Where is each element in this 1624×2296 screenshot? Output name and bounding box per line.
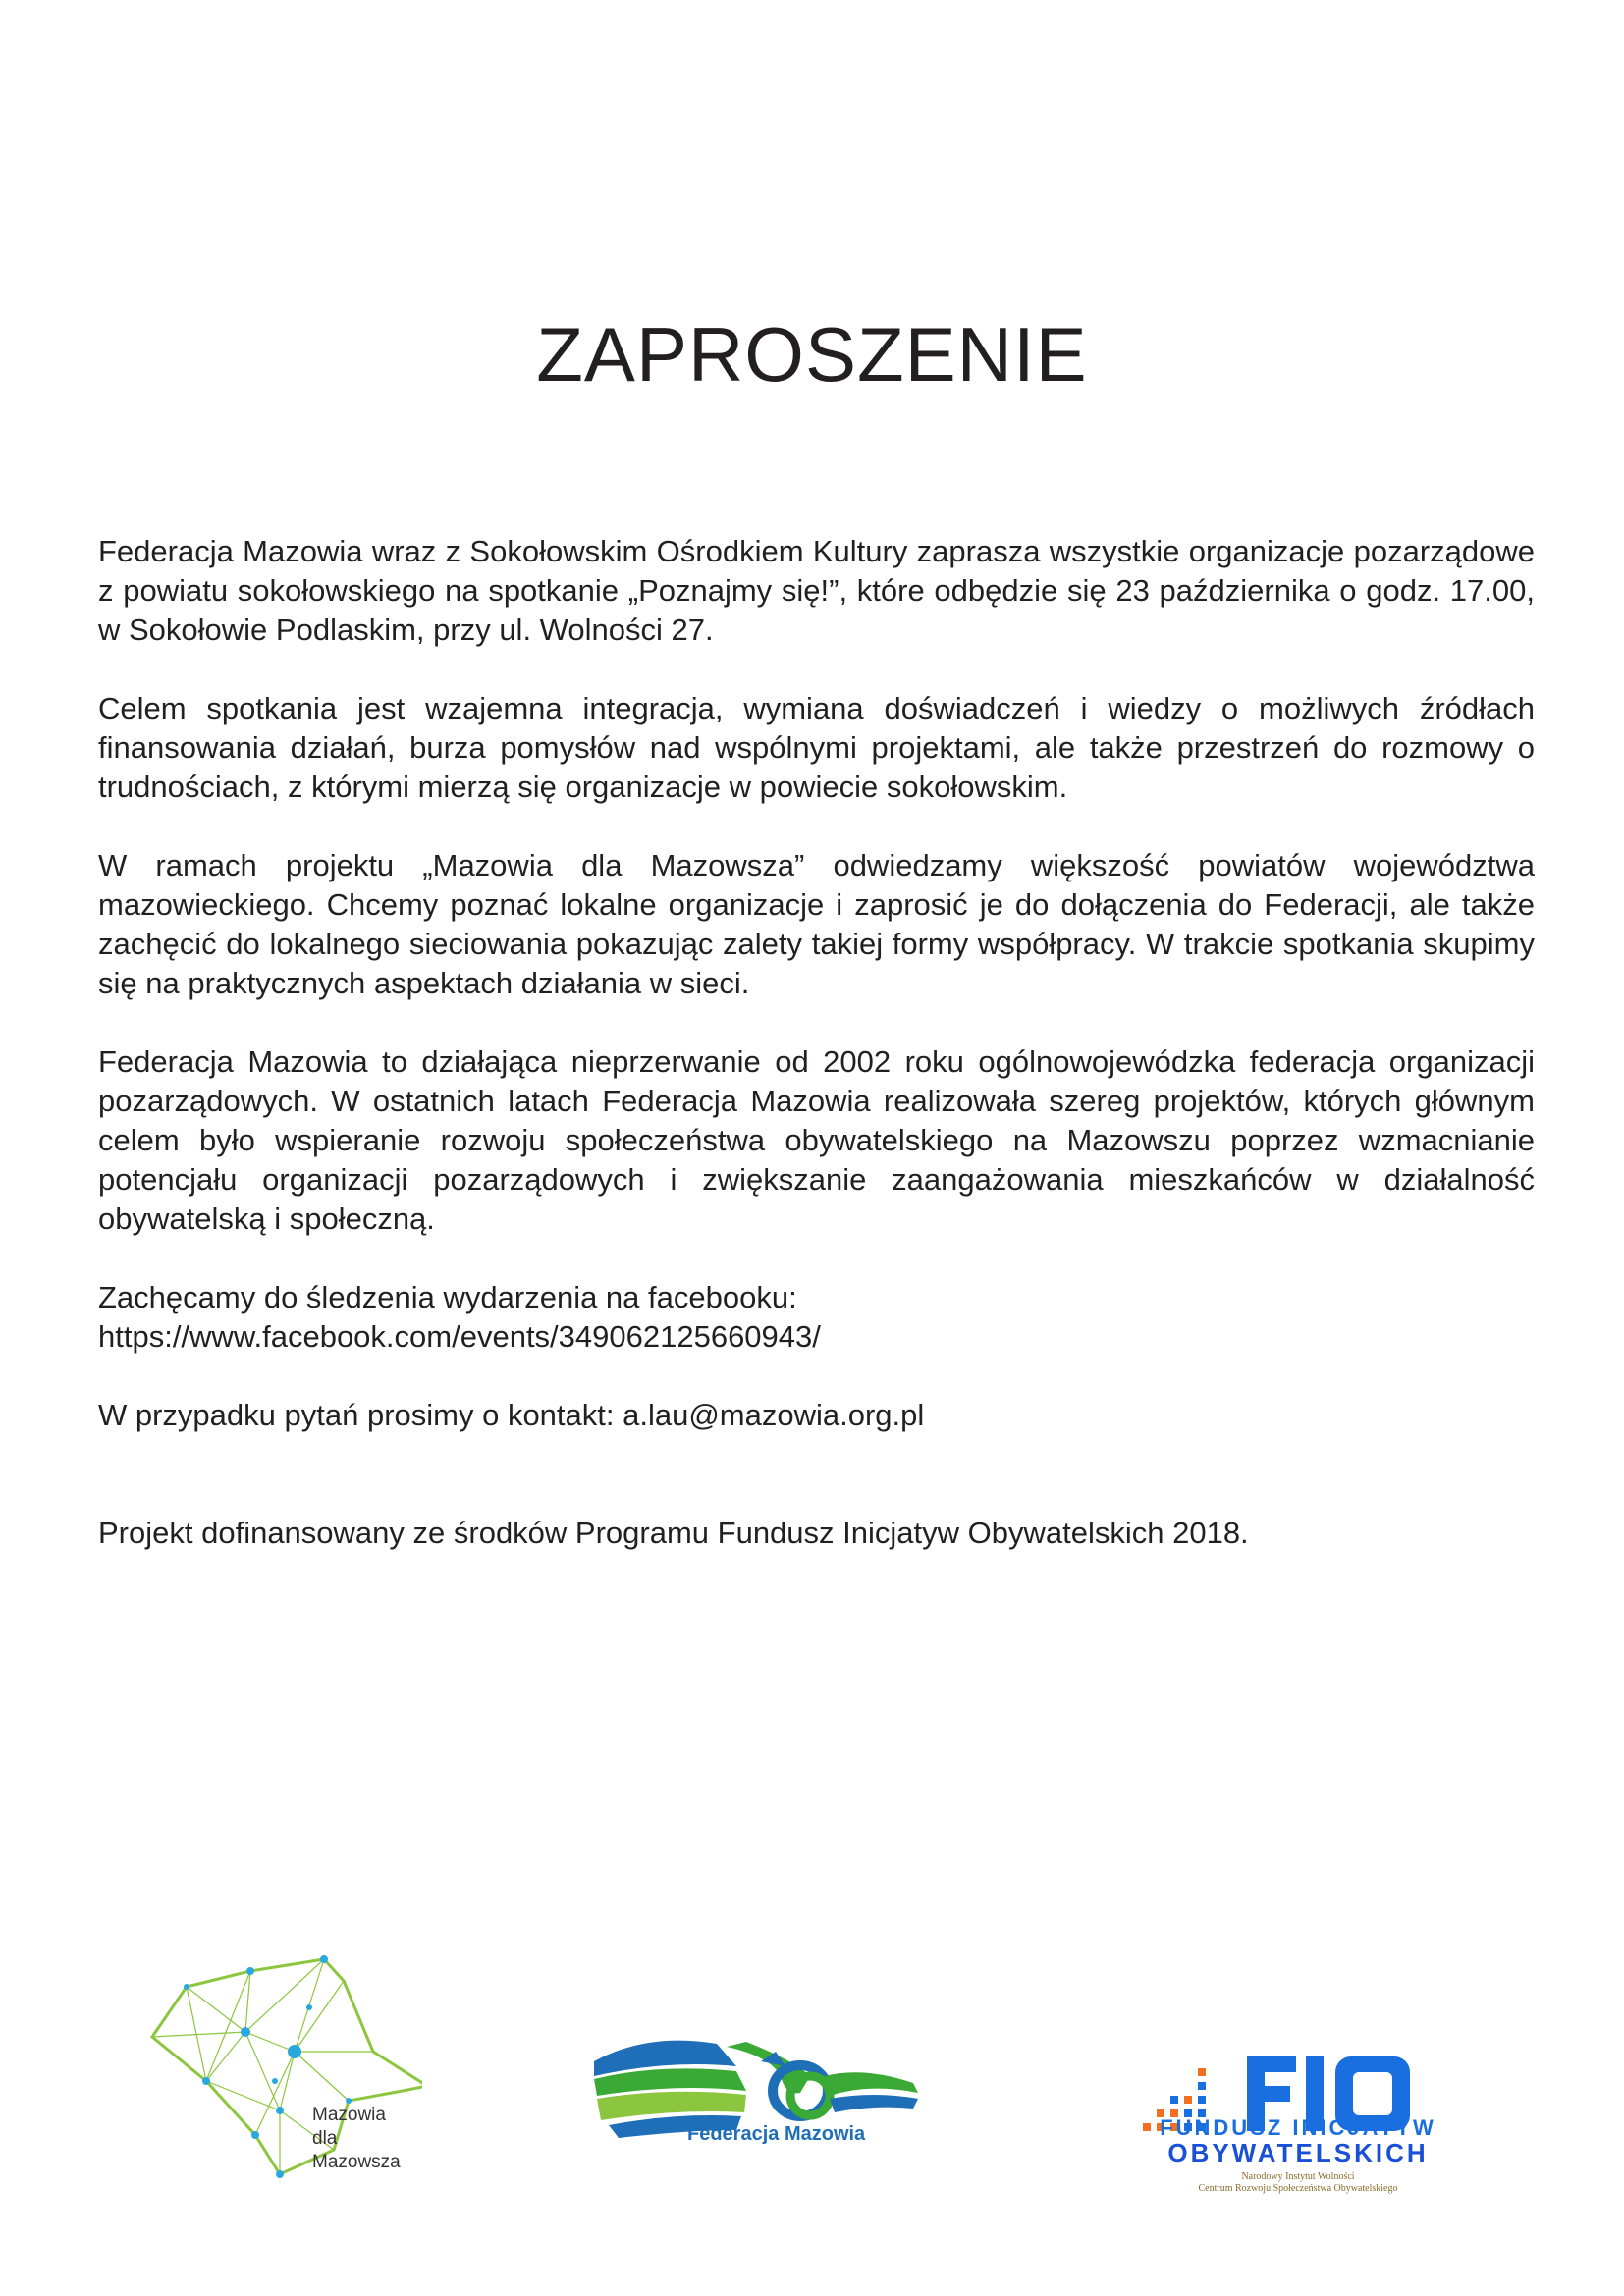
paragraph-invitation: Federacja Mazowia wraz z Sokołowskim Ośrodkiem Kultury zaprasza wszystkie organizacje pozarządowe z powiatu sokołowskiego na spotkanie „Poznajmy się!”, które odbędzie się 23 października o godz. 17.00, w Sokołowie Podlaskim, przy ul. Wolności 27. xyxy=(98,534,1535,647)
page-title: ZAPROSZENIE xyxy=(536,311,1088,398)
fio-subtitle-niw: Narodowy Instytut Wolności xyxy=(1241,2171,1355,2182)
fio-obywatelskich: OBYWATELSKICH xyxy=(1167,2138,1429,2167)
paragraph-about-federation: Federacja Mazowia to działająca nieprzerwanie od 2002 roku ogólnowojewódzka federacja organizacji pozarządowych. W ostatnich latach Federacja Mazowia realizowała szereg projektów, których głównym celem było wspieranie rozwoju społeczeństwa obywatelskiego na Mazowszu poprzez wzmacnianie potencjału organizacji pozarządowych i zwiększanie zaangażowania mieszkańców w działalność obywatelską i społeczną. xyxy=(98,1044,1535,1236)
federacja-mazowia-logo-text: Federacja Mazowia xyxy=(687,2123,866,2145)
facebook-event-link[interactable]: https://www.facebook.com/events/349062125660943/ xyxy=(98,1319,821,1354)
paragraph-funding: Projekt dofinansowany ze środków Programu Fundusz Inicjatyw Obywatelskich 2018. xyxy=(98,1516,1249,1550)
paragraph-contact: W przypadku pytań prosimy o kontakt: a.lau@mazowia.org.pl xyxy=(98,1398,925,1432)
invitation-body xyxy=(98,532,1535,1592)
mazowia-dla-mazowsza-logo-text: Mazowia dla Mazowsza xyxy=(312,2105,401,2172)
paragraph-purpose: Celem spotkania jest wzajemna integracja, wymiana doświadczeń i wiedzy o możliwych źródłach finansowania działań, burza pomysłów nad wspólnymi projektami, ale także przestrzeń do rozmowy o trudnościach, z którymi mierzą się organizacje w powiecie sokołowskim. xyxy=(98,691,1535,804)
paragraph-facebook xyxy=(98,1278,1535,1357)
fio-fundusz-inicjatyw: FUNDUSZ INICJATYW xyxy=(1160,2115,1436,2140)
paragraph-project: W ramach projektu „Mazowia dla Mazowsza” odwiedzamy większość powiatów województwa mazowieckiego. Chcemy poznać lokalne organizacje i zaprosić je do dołączenia do Federacji, ale także zachęcić do lokalnego sieciowania pokazując zalety takiej formy współpracy. W trakcie spotkania skupimy się na praktycznych aspektach działania w sieci. xyxy=(98,848,1535,1000)
facebook-intro: Zachęcamy do śledzenia wydarzenia na facebooku: xyxy=(98,1280,797,1314)
fio-subtitle-crso: Centrum Rozwoju Społeczeństwa Obywatelskiego xyxy=(1198,2183,1398,2194)
